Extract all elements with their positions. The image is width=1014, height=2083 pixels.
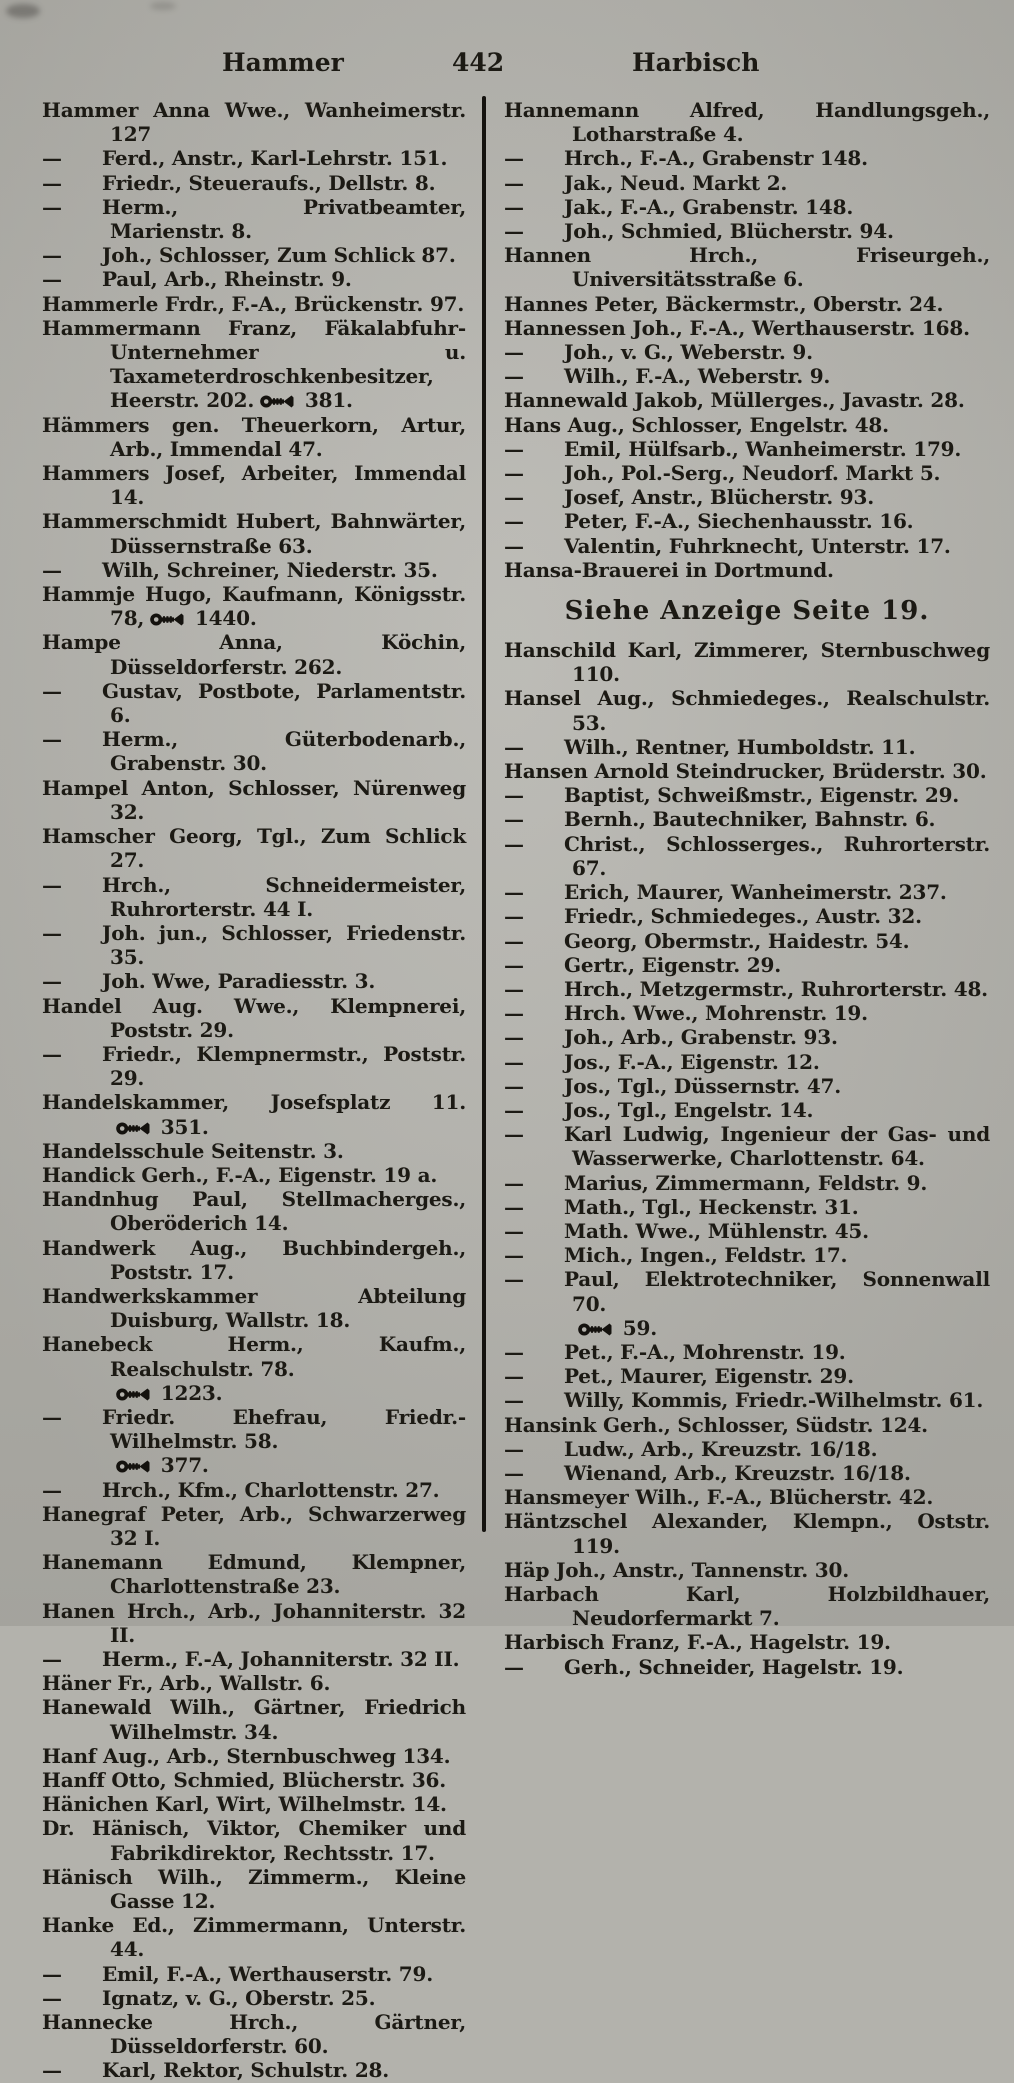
directory-entry: — Joh. jun., Schlosser, Friedenstr. 35.: [42, 920, 466, 970]
ditto-dash: —: [42, 969, 62, 994]
directory-entry: — Math., Tgl., Heckenstr. 31.: [504, 1194, 859, 1219]
directory-entry: Handwerkskammer Abteilung Duisburg, Wallstr. 18.: [42, 1283, 466, 1333]
ditto-dash: —: [504, 194, 524, 219]
telephone-receiver-icon: [260, 394, 294, 409]
telephone-number: 59.: [572, 1316, 657, 1340]
directory-entry: — Joh. Wwe, Paradiesstr. 3.: [42, 969, 376, 994]
directory-entry: Hanemann Edmund, Klempner, Charlottenstraße 23.: [42, 1550, 466, 1599]
directory-entry: Hämmers gen. Theuerkorn, Artur, Arb., Immendal 47.: [42, 412, 466, 461]
directory-entry: — Valentin, Fuhrknecht, Unterstr. 17.: [504, 533, 951, 558]
directory-entry: Hannen Hrch., Friseurgeh., Universitätsstraße 6.: [504, 243, 990, 292]
directory-entry: — Gertr., Eigenstr. 29.: [504, 952, 781, 977]
ditto-dash: —: [504, 1122, 524, 1147]
directory-entry: Hansa-Brauerei in Dortmund.: [504, 557, 834, 582]
directory-entry: Handel Aug. Wwe., Klempnerei, Poststr. 29.: [42, 993, 466, 1042]
directory-entry: Hampel Anton, Schlosser, Nürenweg 32.: [42, 775, 466, 824]
ditto-dash: —: [504, 1267, 524, 1292]
page-header: [0, 48, 1014, 82]
directory-entry: Hanewald Wilh., Gärtner, Friedrich Wilhelmstr. 34.: [42, 1695, 466, 1744]
directory-entry: — Jos., Tgl., Engelstr. 14.: [504, 1097, 814, 1122]
directory-entry: — Jak., Neud. Markt 2.: [504, 170, 788, 195]
directory-entry: Hannecke Hrch., Gärtner, Düsseldorferstr. 60.: [42, 2010, 466, 2059]
ditto-dash: —: [42, 170, 62, 195]
directory-entry: — Joh., Arb., Grabenstr. 93.: [504, 1025, 838, 1050]
ditto-dash: —: [504, 485, 524, 510]
directory-entry: — Pet., F.-A., Mohrenstr. 19.: [504, 1339, 846, 1364]
ditto-dash: —: [504, 783, 524, 808]
directory-entry: Hammermann Franz, Fäkalabfuhr-Unternehmer u. Taxameterdroschkenbesitzer, Heerstr. 202. 381.: [42, 315, 466, 413]
directory-entry: — Herm., F.-A, Johanniterstr. 32 II.: [42, 1647, 460, 1671]
ditto-dash: —: [504, 807, 524, 832]
directory-entry: Dr. Hänisch, Viktor, Chemiker und Fabrikdirektor, Rechtsstr. 17.: [42, 1816, 466, 1865]
directory-entry: — Joh., Schlosser, Zum Schlick 87.: [42, 243, 456, 268]
ditto-dash: —: [504, 1364, 524, 1389]
directory-entry: — Paul, Elektrotechniker, Sonnenwall 70. 59.: [504, 1267, 990, 1340]
ditto-dash: —: [504, 146, 524, 171]
ditto-dash: —: [504, 1436, 524, 1461]
directory-entry: — Hrch., Schneidermeister, Ruhrorterstr. 44 I.: [42, 872, 466, 921]
page-number: 442: [452, 48, 505, 77]
directory-entry: Hammers Josef, Arbeiter, Immendal 14.: [42, 461, 466, 510]
ditto-dash: —: [504, 1243, 524, 1268]
ditto-dash: —: [504, 509, 524, 534]
directory-entry: — Wilh., Rentner, Humboldstr. 11.: [504, 734, 916, 759]
ditto-dash: —: [42, 194, 62, 219]
directory-entry: — Wienand, Arb., Kreuzstr. 16/18.: [504, 1460, 911, 1485]
directory-entry: Handelsschule Seitenstr. 3.: [42, 1138, 344, 1163]
directory-entry: — Hrch., Metzgermstr., Ruhrorterstr. 48.: [504, 976, 988, 1001]
directory-entry: Hammerle Frdr., F.-A., Brückenstr. 97.: [42, 291, 465, 316]
directory-entry: — Friedr., Klempnermstr., Poststr. 29.: [42, 1041, 466, 1091]
ditto-dash: —: [42, 1477, 62, 1502]
ditto-dash: —: [42, 872, 62, 897]
ditto-dash: —: [504, 1025, 524, 1050]
directory-entry: Hänichen Karl, Wirt, Wilhelmstr. 14.: [42, 1792, 447, 1817]
ditto-dash: —: [42, 678, 62, 703]
telephone-receiver-icon: [116, 1459, 150, 1474]
directory-entry: Handnhug Paul, Stellmacherges., Oberöderich 14.: [42, 1187, 466, 1236]
directory-entry: Häp Joh., Anstr., Tannenstr. 30.: [504, 1557, 849, 1582]
directory-entry: Hanke Ed., Zimmermann, Unterstr. 44.: [42, 1913, 466, 1962]
telephone-number: 377.: [110, 1453, 209, 1477]
directory-entry: — Peter, F.-A., Siechenhausstr. 16.: [504, 509, 914, 534]
ditto-dash: —: [42, 557, 62, 582]
directory-entry: — Jos., F.-A., Eigenstr. 12.: [504, 1049, 820, 1074]
ditto-dash: —: [504, 831, 524, 856]
ditto-dash: —: [42, 267, 62, 292]
ditto-dash: —: [42, 727, 62, 752]
directory-entry: Hanebeck Herm., Kaufm., Realschulstr. 78. 1223.: [42, 1332, 466, 1405]
ditto-dash: —: [504, 1339, 524, 1364]
ditto-dash: —: [504, 1194, 524, 1219]
directory-entry: Hanf Aug., Arb., Sternbuschweg 134.: [42, 1743, 451, 1768]
scan-smudge: [6, 4, 40, 18]
directory-entry: — Wilh, Schreiner, Niederstr. 35.: [42, 557, 438, 582]
directory-entry: Hannes Peter, Bäckermstr., Oberstr. 24.: [504, 291, 944, 316]
ditto-dash: —: [42, 1041, 62, 1066]
ditto-dash: —: [504, 533, 524, 558]
directory-entry: — Gerh., Schneider, Hagelstr. 19.: [504, 1654, 904, 1679]
directory-entry: Hansen Arnold Steindrucker, Brüderstr. 30.: [504, 759, 987, 784]
directory-entry: — Friedr., Schmiedeges., Austr. 32.: [504, 904, 922, 929]
directory-entry: — Pet., Maurer, Eigenstr. 29.: [504, 1364, 854, 1389]
telephone-receiver-icon: [150, 612, 184, 627]
ditto-dash: —: [504, 880, 524, 905]
directory-entry: Hansink Gerh., Schlosser, Südstr. 124.: [504, 1412, 928, 1437]
ditto-dash: —: [504, 734, 524, 759]
directory-entry: Hannewald Jakob, Müllerges., Javastr. 28.: [504, 388, 965, 413]
ditto-dash: —: [504, 1001, 524, 1026]
telephone-number: 351.: [110, 1115, 209, 1139]
directory-entry: Häner Fr., Arb., Wallstr. 6.: [42, 1671, 331, 1696]
directory-entry: Hannemann Alfred, Handlungsgeh., Lotharstraße 4.: [504, 98, 990, 147]
telephone-receiver-icon: [578, 1322, 612, 1337]
ditto-dash: —: [504, 1073, 524, 1098]
directory-entry: Handick Gerh., F.-A., Eigenstr. 19 a.: [42, 1162, 438, 1187]
ditto-dash: —: [504, 1170, 524, 1195]
directory-column-right: [504, 98, 990, 1679]
directory-entry: Hannessen Joh., F.-A., Werthauserstr. 168.: [504, 315, 970, 340]
ditto-dash: —: [504, 340, 524, 365]
see-advert-note: Siehe Anzeige Seite 19.: [564, 596, 930, 627]
ditto-dash: —: [504, 1460, 524, 1485]
header-keyword-left: Hammer: [222, 48, 344, 77]
directory-entry: — Emil, F.-A., Werthauserstr. 79.: [42, 1961, 433, 1986]
directory-entry: — Marius, Zimmermann, Feldstr. 9.: [504, 1170, 928, 1195]
ditto-dash: —: [504, 461, 524, 486]
ditto-dash: —: [504, 1097, 524, 1122]
directory-entry: Harbach Karl, Holzbildhauer, Neudorfermarkt 7.: [504, 1581, 990, 1631]
directory-entry: Hansmeyer Wilh., F.-A., Blücherstr. 42.: [504, 1485, 934, 1510]
ditto-dash: —: [504, 928, 524, 953]
directory-entry: — Herm., Privatbeamter, Marienstr. 8.: [42, 194, 466, 244]
ditto-dash: —: [504, 1654, 524, 1679]
ditto-dash: —: [504, 1049, 524, 1074]
directory-entry: Hanen Hrch., Arb., Johanniterstr. 32 II.: [42, 1598, 466, 1647]
directory-entry: — Jos., Tgl., Düssernstr. 47.: [504, 1073, 842, 1098]
directory-entry: Hänisch Wilh., Zimmerm., Kleine Gasse 12.: [42, 1864, 466, 1914]
ditto-dash: —: [42, 1985, 62, 2010]
directory-entry: — Willy, Kommis, Friedr.-Wilhelmstr. 61.: [504, 1388, 984, 1413]
directory-entry: Hammer Anna Wwe., Wanheimerstr. 127: [42, 98, 466, 147]
directory-entry: Hanegraf Peter, Arb., Schwarzerweg 32 I.: [42, 1501, 466, 1550]
directory-entry: Harbisch Franz, F.-A., Hagelstr. 19.: [504, 1630, 891, 1655]
ditto-dash: —: [504, 436, 524, 461]
directory-entry: — Georg, Obermstr., Haidestr. 54.: [504, 928, 910, 953]
ditto-dash: —: [504, 219, 524, 244]
directory-entry: — Karl, Rektor, Schulstr. 28.: [42, 2058, 390, 2083]
directory-entry: — Christ., Schlosserges., Ruhrorterstr. 67.: [504, 831, 990, 880]
directory-entry: — Wilh., F.-A., Weberstr. 9.: [504, 364, 831, 389]
directory-entry: — Math. Wwe., Mühlenstr. 45.: [504, 1218, 869, 1243]
scan-smudge: [150, 2, 176, 10]
directory-entry: — Hrch., Kfm., Charlottenstr. 27.: [42, 1477, 440, 1502]
directory-entry: Hampe Anna, Köchin, Düsseldorferstr. 262.: [42, 630, 466, 679]
directory-entry: — Baptist, Schweißmstr., Eigenstr. 29.: [504, 783, 960, 808]
ditto-dash: —: [504, 952, 524, 977]
directory-entry: — Gustav, Postbote, Parlamentstr. 6.: [42, 678, 466, 728]
directory-entry: Hanff Otto, Schmied, Blücherstr. 36.: [42, 1768, 447, 1793]
directory-entry: — Mich., Ingen., Feldstr. 17.: [504, 1243, 848, 1268]
ditto-dash: —: [504, 1218, 524, 1243]
header-keyword-right: Harbisch: [632, 48, 760, 77]
directory-entry: — Joh., Schmied, Blücherstr. 94.: [504, 219, 894, 244]
directory-entry: Häntzschel Alexander, Klempn., Oststr. 119.: [504, 1509, 990, 1558]
directory-entry: — Bernh., Bautechniker, Bahnstr. 6.: [504, 807, 936, 832]
directory-entry: — Herm., Güterbodenarb., Grabenstr. 30.: [42, 727, 466, 776]
directory-column-left: [42, 98, 466, 2083]
directory-entry: Handwerk Aug., Buchbindergeh., Poststr. 17.: [42, 1235, 466, 1284]
directory-entry: Handelskammer, Josefsplatz 11. 351.: [42, 1090, 466, 1139]
ditto-dash: —: [42, 920, 62, 945]
directory-entry: — Karl Ludwig, Ingenieur der Gas- und Wasserwerke, Charlottenstr. 64.: [504, 1122, 990, 1171]
directory-entry: Hans Aug., Schlosser, Engelstr. 48.: [504, 412, 889, 437]
ditto-dash: —: [42, 243, 62, 268]
directory-entry: — Ignatz, v. G., Oberstr. 25.: [42, 1985, 376, 2010]
ditto-dash: —: [504, 364, 524, 389]
directory-entry: — Paul, Arb., Rheinstr. 9.: [42, 267, 352, 292]
directory-entry: — Hrch. Wwe., Mohrenstr. 19.: [504, 1001, 868, 1026]
directory-entry: — Josef, Anstr., Blücherstr. 93.: [504, 485, 874, 510]
directory-entry: Hansel Aug., Schmiedeges., Realschulstr. 53.: [504, 686, 990, 735]
directory-entry: — Ferd., Anstr., Karl-Lehrstr. 151.: [42, 146, 448, 171]
ditto-dash: —: [42, 2058, 62, 2083]
column-divider-rule: [482, 96, 486, 1532]
telephone-number: 1440.: [144, 606, 256, 630]
directory-entry: — Ludw., Arb., Kreuzstr. 16/18.: [504, 1436, 878, 1461]
directory-entry: — Joh., v. G., Weberstr. 9.: [504, 340, 813, 365]
directory-entry: Hammerschmidt Hubert, Bahnwärter, Düssernstraße 63.: [42, 509, 466, 558]
telephone-receiver-icon: [116, 1387, 150, 1402]
directory-entry: Hammje Hugo, Kaufmann, Königsstr. 78, 1440.: [42, 582, 466, 631]
directory-entry: Hanschild Karl, Zimmerer, Sternbuschweg 110.: [504, 638, 990, 687]
directory-entry: — Friedr., Steueraufs., Dellstr. 8.: [42, 170, 436, 195]
telephone-number: 381.: [254, 388, 353, 412]
ditto-dash: —: [504, 170, 524, 195]
directory-entry: — Erich, Maurer, Wanheimerstr. 237.: [504, 880, 947, 905]
telephone-number: 1223.: [110, 1381, 222, 1405]
ditto-dash: —: [42, 1404, 62, 1429]
ditto-dash: —: [504, 904, 524, 929]
telephone-receiver-icon: [116, 1121, 150, 1136]
directory-entry: — Friedr. Ehefrau, Friedr.-Wilhelmstr. 58. 377.: [42, 1404, 466, 1478]
ditto-dash: —: [42, 1647, 62, 1671]
directory-entry: — Emil, Hülfsarb., Wanheimerstr. 179.: [504, 436, 962, 461]
ditto-dash: —: [504, 976, 524, 1001]
ditto-dash: —: [504, 1388, 524, 1413]
directory-entry: — Hrch., F.-A., Grabenstr 148.: [504, 146, 868, 171]
ditto-dash: —: [42, 1961, 62, 1986]
directory-entry: Hamscher Georg, Tgl., Zum Schlick 27.: [42, 824, 466, 873]
directory-entry: — Joh., Pol.-Serg., Neudorf. Markt 5.: [504, 461, 941, 486]
directory-entry: — Jak., F.-A., Grabenstr. 148.: [504, 194, 854, 219]
ditto-dash: —: [42, 146, 62, 171]
